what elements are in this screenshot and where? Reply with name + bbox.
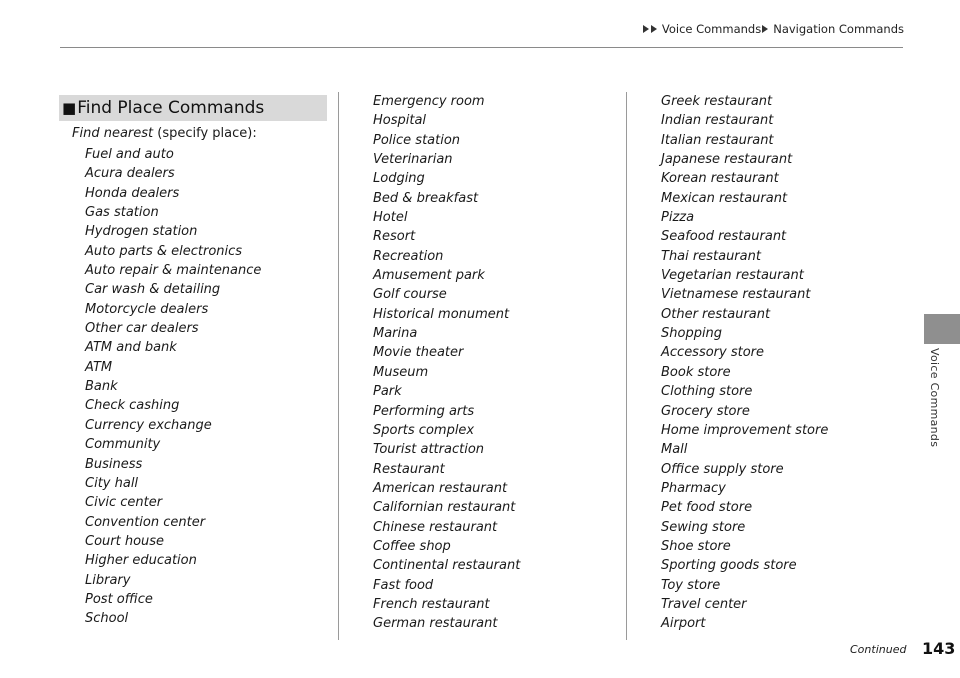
command-item: Korean restaurant [661, 171, 779, 187]
command-item: French restaurant [373, 596, 490, 612]
command-item: Italian restaurant [661, 132, 774, 148]
command-item: Motorcycle dealers [85, 301, 209, 317]
command-item: Lodging [373, 171, 425, 187]
command-item: Court house [85, 533, 165, 549]
find-nearest-hint: (specify place): [153, 126, 257, 141]
command-item: Marina [373, 326, 418, 342]
command-item: Auto parts & electronics [85, 243, 243, 259]
find-nearest-line [72, 126, 257, 141]
breadcrumb-voice-commands[interactable]: Voice Commands [661, 22, 762, 36]
side-tab-label: Voice Commands [928, 348, 941, 448]
continued-label: Continued [850, 643, 907, 656]
command-item: Hospital [373, 113, 427, 129]
command-item: Office supply store [661, 461, 784, 477]
command-item: Library [85, 572, 131, 588]
command-item: Auto repair & maintenance [85, 263, 262, 279]
command-item: Tourist attraction [373, 442, 485, 458]
command-item: Hotel [373, 210, 408, 226]
breadcrumb [642, 22, 904, 36]
command-item: Sporting goods store [661, 558, 797, 574]
command-item: Sports complex [373, 422, 475, 438]
command-item: Other car dealers [85, 321, 199, 337]
command-item: Bed & breakfast [373, 190, 479, 206]
command-item: Mall [661, 442, 688, 458]
command-item: ATM and bank [85, 340, 177, 356]
command-item: Community [85, 437, 161, 453]
command-list-column-1 [85, 145, 261, 629]
command-item: Honda dealers [85, 185, 180, 201]
command-item: Mexican restaurant [661, 190, 788, 206]
header-rule [60, 47, 903, 48]
command-item: Historical monument [373, 306, 510, 322]
command-item: Bank [85, 379, 118, 395]
command-item: Gas station [85, 205, 159, 221]
command-item: Airport [661, 616, 706, 632]
section-header [59, 95, 327, 121]
command-item: Seafood restaurant [661, 229, 787, 245]
command-item: Grocery store [661, 403, 750, 419]
command-item: Fuel and auto [85, 147, 174, 162]
command-list-column-3 [661, 92, 828, 634]
command-item: Vegetarian restaurant [661, 268, 804, 284]
command-list-column-2 [373, 92, 520, 634]
column-divider [338, 92, 339, 640]
command-item: Currency exchange [85, 417, 212, 433]
section-title: Find Place Commands [77, 98, 265, 118]
command-item: Californian restaurant [373, 500, 516, 516]
command-item: Civic center [85, 495, 163, 511]
command-item: Veterinarian [373, 152, 453, 168]
command-item: Pet food store [661, 500, 753, 516]
command-item: Movie theater [373, 345, 464, 361]
command-item: School [85, 611, 129, 627]
command-item: Continental restaurant [373, 558, 521, 574]
command-item: Vietnamese restaurant [661, 287, 811, 303]
command-item: Greek restaurant [661, 94, 773, 109]
command-item: Clothing store [661, 384, 753, 400]
page-number: 143 [922, 639, 956, 658]
command-item: Pizza [661, 210, 695, 226]
command-item: Convention center [85, 514, 206, 530]
command-item: Chinese restaurant [373, 519, 498, 535]
breadcrumb-navigation-commands[interactable]: Navigation Commands [773, 22, 904, 36]
command-item: Hydrogen station [85, 224, 198, 240]
command-item: Acura dealers [85, 166, 175, 182]
command-item: Shopping [661, 326, 723, 342]
command-item: Golf course [373, 287, 447, 303]
command-item: Resort [373, 229, 416, 245]
command-item: Police station [373, 132, 461, 148]
command-item: Indian restaurant [661, 113, 774, 129]
command-item: Post office [85, 591, 153, 607]
command-item: Higher education [85, 553, 197, 569]
command-item: Travel center [661, 596, 747, 612]
command-item: Business [85, 456, 143, 472]
command-item: Emergency room [373, 94, 485, 109]
command-item: ATM [85, 359, 113, 375]
command-item: German restaurant [373, 616, 498, 632]
command-item: Thai restaurant [661, 248, 761, 264]
command-item: Sewing store [661, 519, 746, 535]
command-item: Restaurant [373, 461, 445, 477]
command-item: Recreation [373, 248, 444, 264]
command-item: Other restaurant [661, 306, 771, 322]
command-item: Fast food [373, 577, 434, 593]
side-tab-marker [924, 314, 960, 344]
square-bullet-icon: ■ [62, 99, 77, 117]
arrow-right-icon [643, 25, 649, 33]
find-nearest-command: Find nearest [72, 126, 154, 141]
command-item: Accessory store [661, 345, 765, 361]
arrow-right-icon [762, 25, 768, 33]
command-item: American restaurant [373, 480, 508, 496]
command-item: Coffee shop [373, 538, 451, 554]
command-item: Amusement park [373, 268, 485, 284]
command-item: Home improvement store [661, 422, 829, 438]
command-item: Japanese restaurant [661, 152, 793, 168]
arrow-right-icon [651, 25, 657, 33]
command-item: Pharmacy [661, 480, 726, 496]
column-divider [626, 92, 627, 640]
command-item: Performing arts [373, 403, 475, 419]
command-item: Car wash & detailing [85, 282, 221, 298]
command-item: Book store [661, 364, 731, 380]
command-item: Check cashing [85, 398, 180, 414]
command-item: Park [373, 384, 402, 400]
command-item: Museum [373, 364, 429, 380]
command-item: Toy store [661, 577, 721, 593]
command-item: Shoe store [661, 538, 731, 554]
command-item: City hall [85, 475, 139, 491]
